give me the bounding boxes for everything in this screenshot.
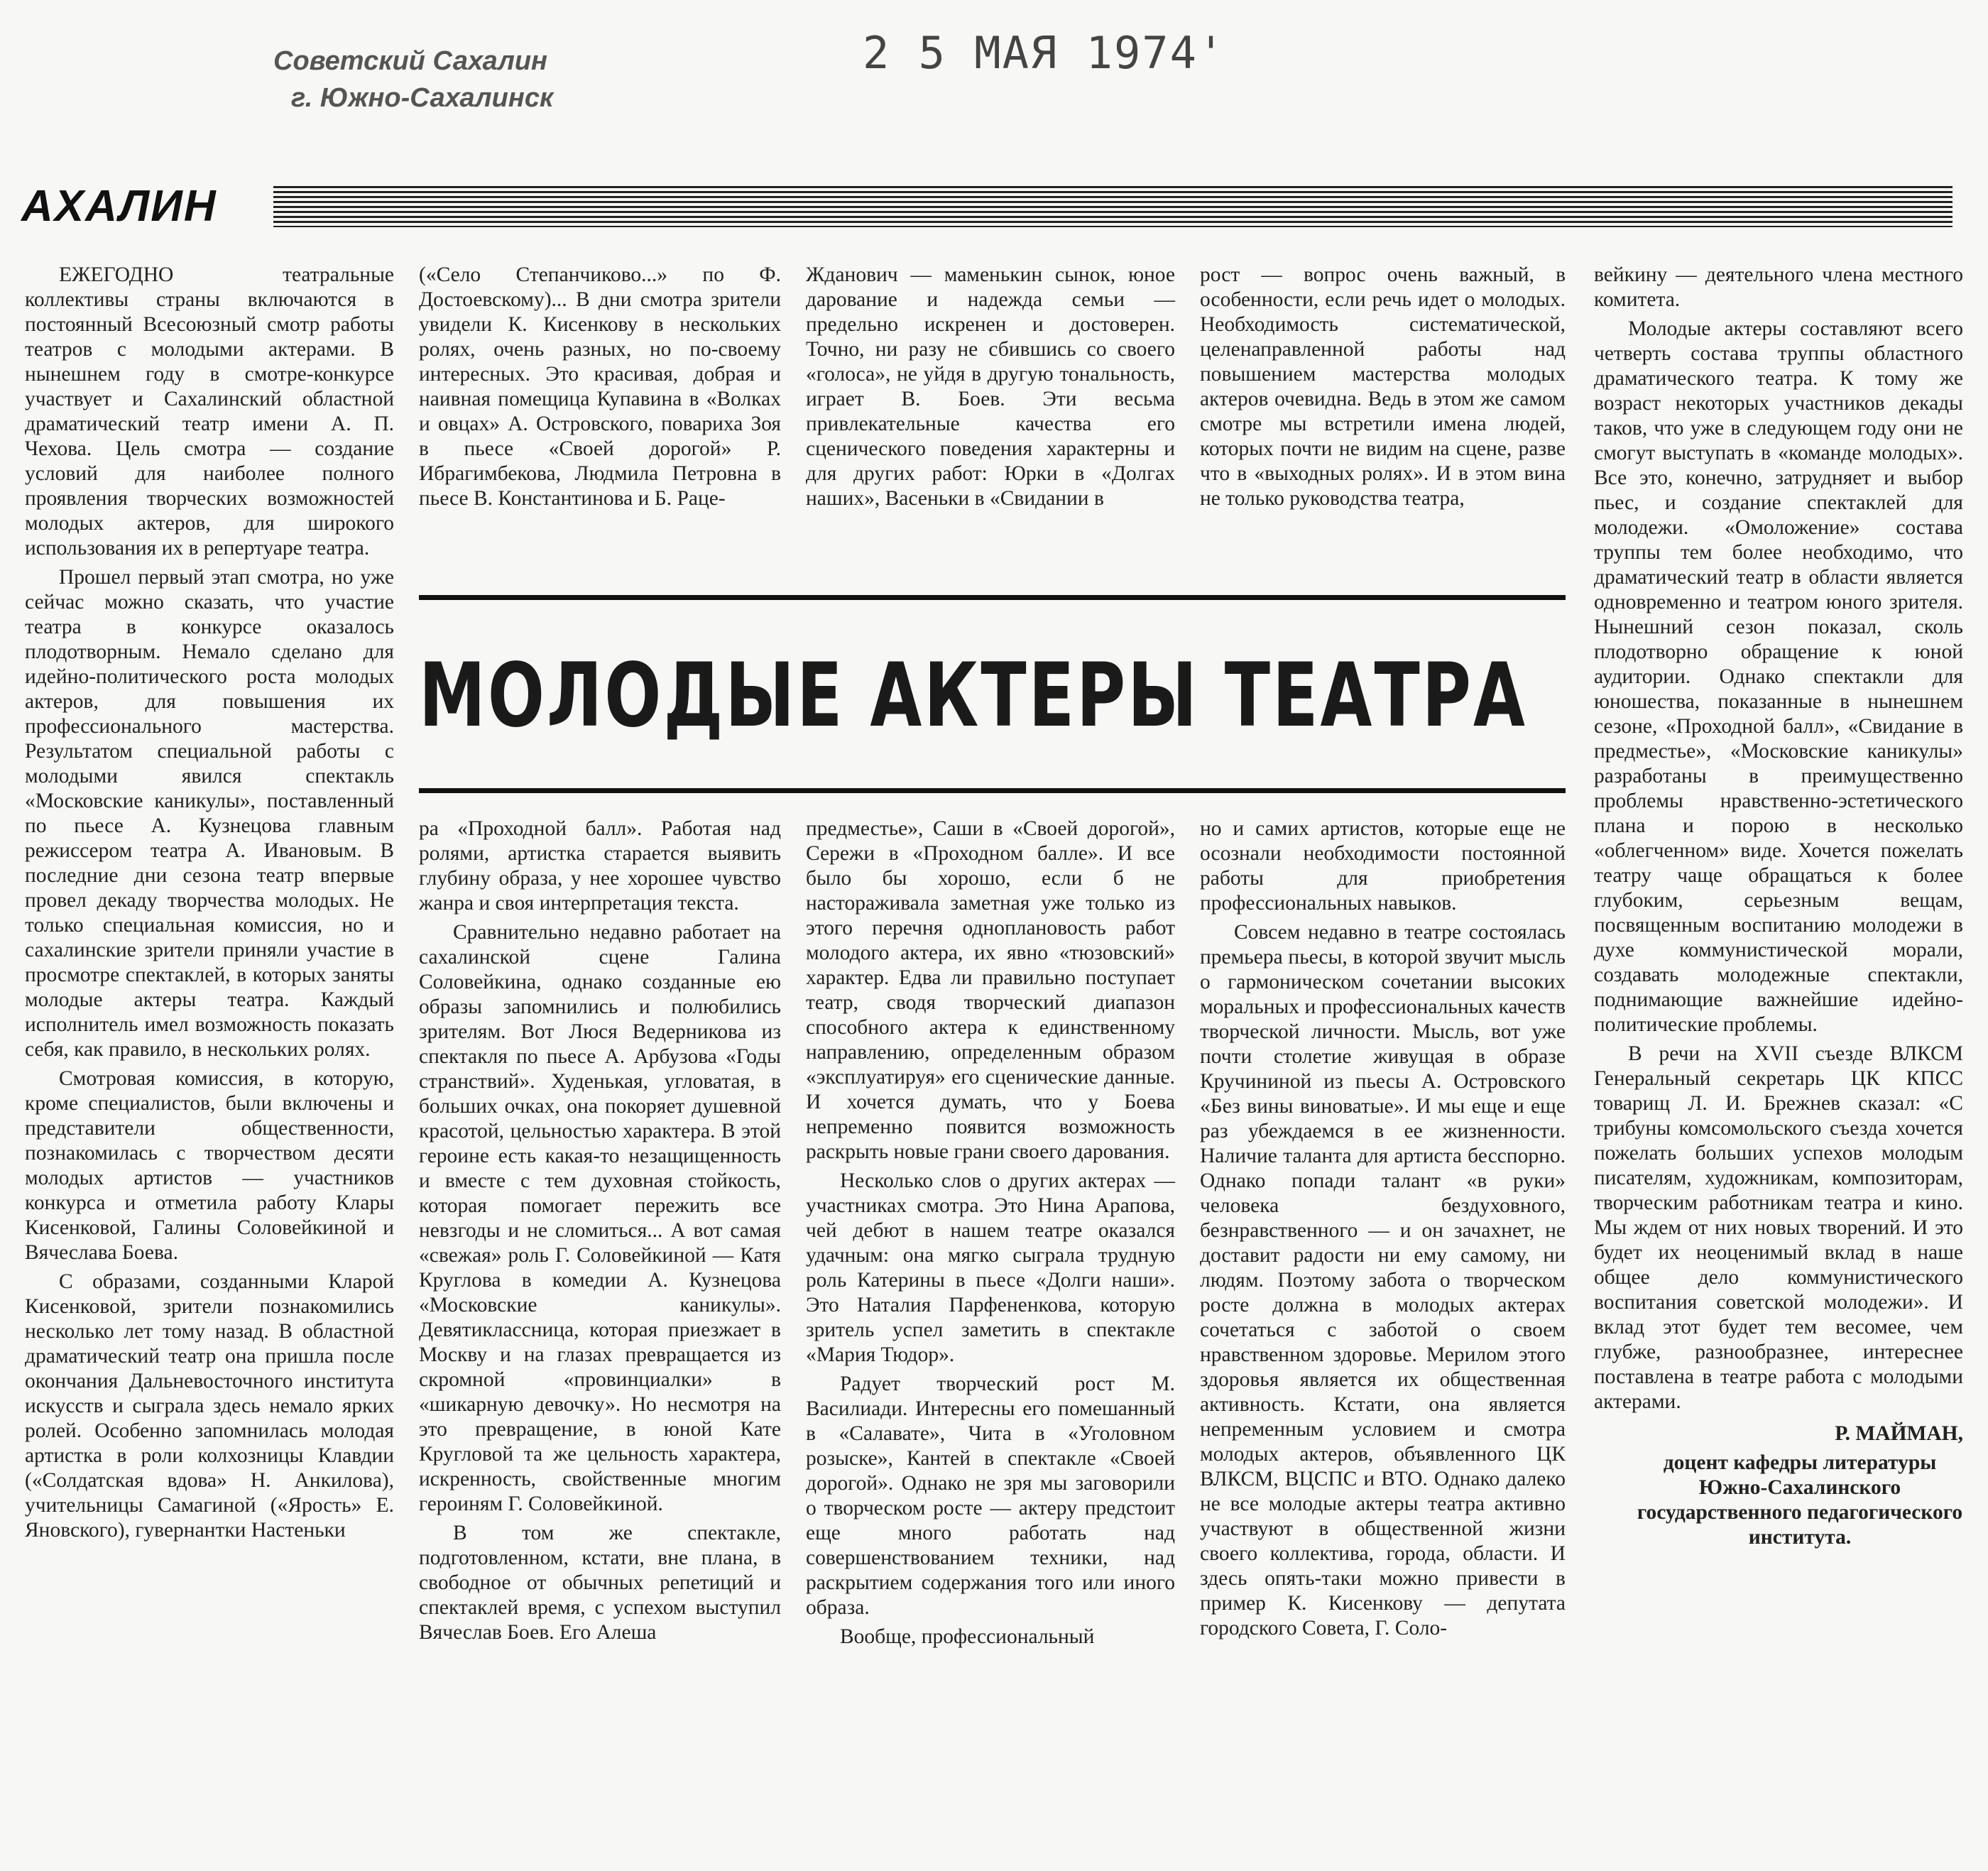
masthead-title: АХАЛИН [21, 182, 217, 231]
paragraph: Прошел первый этап смотра, но уже сейчас можно сказать, что участие театра в конкурсе оказалось плодотворным. Немало сделано для идейно-политического роста молодых актеров, для повышения их профессионального мастерства. Результатом специальной работы с молодыми явился спектакль «Московские каникулы», поставленный по пьесе А. Кузнецова главным режиссером театра А. Ивановым. В последние дни сезона театр впервые провел декаду творчества молодых. Не только специальная комиссия, но и сахалинские зрители приняли участие в просмотре спектаклей, в которых заняты молодые актеры театра. Каждый исполнитель имел возможность показать себя, как правило, в нескольких ролях. [25, 566, 394, 1061]
newspaper-stamp [273, 43, 553, 116]
paragraph: В том же спектакле, подготовленном, кстати, вне плана, в свободное от обычных репетиций и спектаклей время, с успехом выступил Вячеслав Боев. Его Алеша [419, 1522, 781, 1644]
masthead-rule [273, 186, 1952, 227]
paragraph: предместье», Саши в «Своей дорогой», Сережи в «Проходном балле». И все было бы хорошо, если б не настораживала заметная уже только из этого перечня одноплановость работ молодого актера, их явно «тюзовский» характер. Едва ли правильно поступает театр, сводя творческий диапазон способного актера к единственному направлению, определенным образом «эксплуатируя» его сценические данные. И хочется думать, что у Боева непременно появится возможность раскрыть новые грани своего дарования. [806, 817, 1175, 1163]
article-headline: МОЛОДЫЕ АКТЕРЫ ТЕАТРА [419, 645, 1527, 747]
paragraph: В речи на XVII съезде ВЛКСМ Генеральный секретарь ЦК КПСС товарищ Л. И. Брежнев сказал: «С трибуны комсомольского съезда хочется пожелать больших успехов молодым писателям, художникам, композиторам, творческим работникам театра и кино. Мы ждем от них новых творений. И это будет их неоценимый вклад в наше общее дело коммунистического воспитания советской молодежи». И вклад этот будет тем весомее, чем глубже, разнообразнее, интереснее поставлена в театре работа с молодыми актерами. [1594, 1042, 1963, 1413]
headline-rule-bottom [419, 788, 1566, 793]
column-2-bottom [419, 817, 781, 1649]
paragraph: Несколько слов о других актерах — участниках смотра. Это Нина Арапова, чей дебют в нашем театре оказался удачным: она мягко сыграла трудную роль Катерины в пьесе «Долги наши». Это Наталия Парфененкова, которую зритель успел заметить в спектакле «Мария Тюдор». [806, 1169, 1175, 1366]
author-name: Р. МАЙМАН, [1835, 1422, 1963, 1445]
paragraph: Совсем недавно в театре состоялась премьера пьесы, в которой звучит мысль о гармоническом сочетании высоких моральных и профессиональных качеств творческой личности. Мысль, вот уже почти столетие живущая в образе Кручининой из пьесы А. Островского «Без вины виноватые». И мы еще и еще раз убеждаемся в ее жизненности. Наличие таланта для артиста бесспорно. Однако попади талант «в руки» человека бездуховного, безнравственного — и он зачахнет, не доставит радости ни ему самому, ни людям. Поэтому забота о творческом росте должна в молодых актерах сочетаться с заботой о своем нравственном здоровье. Мерилом этого здоровья является их общественная активность. Кстати, она является непременным условием и смотра молодых актеров, объявленного ЦК ВЛКСМ, ВЦСПС и ВТО. Однако далеко не все молодые актеры театра активно участвуют в общественной жизни своего коллектива, города, области. И здесь опять-таки можно привести в пример К. Кисенкову — депутата городского Совета, Г. Соло- [1200, 921, 1566, 1640]
column-5 [1594, 263, 1963, 1554]
paragraph: Радует творческий рост М. Василиади. Интересны его помешанный в «Салавате», Чита в «Уголовном розыске», Кантей в спектакле «Своей дорогой». Однако не зря мы заговорили о творческом росте — актеру предстоит еще много работать над совершенствованием техники, над раскрытием содержания того или иного образа. [806, 1373, 1175, 1619]
headline-rule-top [419, 595, 1566, 600]
date-stamp: 2 5 МАЯ 1974' [863, 27, 1226, 79]
column-4-bottom [1200, 817, 1566, 1645]
paragraph: Смотровая комиссия, в которую, кроме специалистов, были включены и представители общественности, познакомилась с творчеством десяти молодых артистов — участников конкурса и отметила работу Клары Кисенковой, Галины Соловейкиной и Вячеслава Боева. [25, 1067, 394, 1264]
column-4-top [1200, 263, 1566, 516]
paragraph: («Село Степанчиково...» по Ф. Достоевскому)... В дни смотра зрители увидели К. Кисенкову в нескольких ролях, очень разных, но по-своему интересных. Это красивая, добрая и наивная помещица Купавина в «Волках и овцах» А. Островского, повариха Зоя в пьесе «Своей дорогой» Р. Ибрагимбекова, Людмила Петровна в пьесе В. Константинова и Б. Раце- [419, 263, 781, 510]
paragraph: Молодые актеры составляют всего четверть состава труппы областного драматического театра. К тому же возраст некоторых участников декады таков, что уже в следующем году они не смогут выступать в «команде молодых». Все это, конечно, затрудняет и выбор пьес, и создание спектаклей для молодежи. «Омоложение» состава труппы тем более необходимо, что драматический театр в области является одновременно и театром юного зрителя. Нынешний сезон показал, сколь плодотворно обращение к юной аудитории. Однако спектакли для юношества, показанные в нынешнем сезоне, «Проходной балл», «Свидание в предместье», «Московские каникулы» разработаны в преимущественно проблемы нравственно-эстетического плана и порою в несколько «облегченном» виде. Хочется пожелать театру чаще обращаться к более глубоким, серьезным вещам, посвященным воспитанию молодежи в духе коммунистической морали, создавать молодежные спектакли, поднимающие важнейшие идейно-политические проблемы. [1594, 317, 1963, 1036]
paragraph: Вообще, профессиональный [840, 1625, 1095, 1648]
column-3-bottom [806, 817, 1175, 1654]
paragraph: ЕЖЕГОДНО театральные коллективы страны включаются в постоянный Всесоюзный смотр работы театров с молодыми актерами. В нынешнем году в смотре-конкурсе участвует и Сахалинский областной драматический театр имени А. П. Чехова. Цель смотра — создание условий для наиболее полного проявления творческих возможностей молодых актеров, для широкого использования их в репертуаре театра. [25, 263, 394, 560]
paragraph: но и самих артистов, которые еще не осознали необходимости постоянной работы для приобретения профессиональных навыков. [1200, 817, 1566, 915]
column-2-top [419, 263, 781, 516]
newspaper-name: Советский Сахалин [273, 46, 548, 76]
paragraph: Жданович — маменькин сынок, юное дарование и надежда семьи — предельно искренен и достоверен. Точно, ни разу не сбившись со своего «голоса», не уйдя в другую тональность, играет В. Боев. Эти весьма привлекательные качества его сценического поведения характерны и для других работ: Юрки в «Долгах наших», Васеньки в «Свидании в [806, 263, 1175, 510]
paragraph: С образами, созданными Кларой Кисенковой, зрители познакомились несколько лет тому назад. В областной драматический театр она пришла после окончания Дальневосточного института искусств и сыграла здесь немало ярких ролей. Особенно запомнилась молодая артистка в роли колхозницы Клавдии («Солдатская вдова» Н. Анкилова), учительницы Самагиной («Ярость» Е. Яновского), гувернантки Настеньки [25, 1270, 394, 1542]
column-3-top [806, 263, 1175, 516]
paragraph: Сравнительно недавно работает на сахалинской сцене Галина Соловейкина, однако созданные ею образы запомнились и полюбились зрителям. Вот Люся Ведерникова из спектакля по пьесе А. Арбузова «Годы странствий». Худенькая, угловатая, в больших очках, она покоряет душевной красотой, цельностью характера. В этой героине есть какая-то незащищенность и вместе с тем духовная стойкость, которая помогает пережить все невзгоды и не сломиться... А вот самая «свежая» роль Г. Соловейкиной — Катя Круглова в комедии А. Кузнецова «Московские каникулы». Девятиклассница, которая приезжает в Москву и на глазах превращается из скромной «провинциалки» в «шикарную девочку». Но несмотря на это превращение, в юной Кате Кругловой та же цельность характера, искренность, свойственные многим героиням Г. Соловейкиной. [419, 921, 781, 1515]
paragraph: ра «Проходной балл». Работая над ролями, артистка старается выявить глубину образа, у нее хорошее чувство жанра и своя интерпретация текста. [419, 817, 781, 915]
author-title: доцент кафедры литературы Южно-Сахалинского государственного педагогического института. [1637, 1451, 1963, 1549]
paragraph: вейкину — деятельного члена местного комитета. [1594, 263, 1963, 311]
paragraph: рост — вопрос очень важный, в особенности, если речь идет о молодых. Необходимость систематической, целенаправленной работы над повышением мастерства молодых актеров очевидна. Ведь в этом же самом смотре мы встретили имена людей, которых почти не видим на сцене, разве что в «выходных ролях». И в этом вина не только руководства театра, [1200, 263, 1566, 510]
newspaper-city: г. Южно-Сахалинск [291, 83, 554, 113]
column-1 [25, 263, 394, 1547]
